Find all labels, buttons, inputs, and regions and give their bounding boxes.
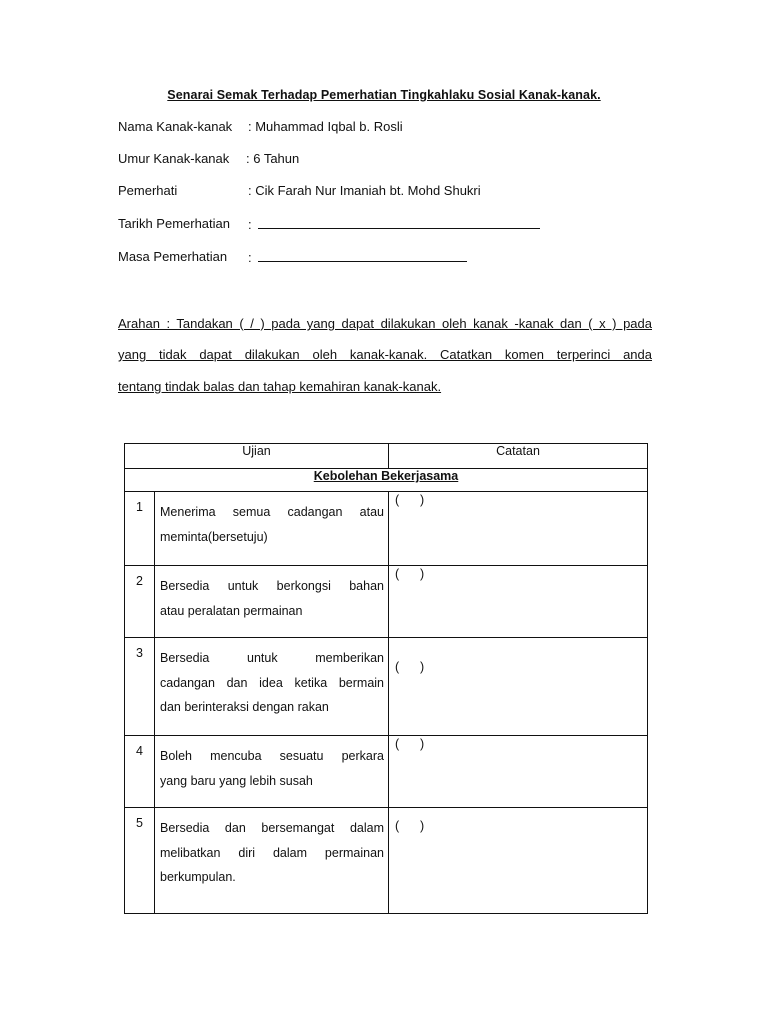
table-row (125, 808, 648, 914)
item-text-cont: cadangan dan idea ketika bermain (160, 675, 384, 690)
checklist-table (124, 443, 648, 914)
field-nama-label: Nama Kanak-kanak (118, 119, 233, 134)
field-umur-label: Umur Kanak-kanak (118, 151, 230, 166)
field-pemerhati (118, 183, 481, 198)
item-text: Bersedia dan bersemangat dalam (160, 821, 384, 835)
section-row (125, 469, 648, 492)
item-text-cont: yang baru yang lebih susah (160, 773, 313, 788)
item-text: Bersedia untuk memberikan (160, 651, 384, 665)
item-text-cont: berkumpulan. (160, 870, 236, 884)
mark-box[interactable]: ( ) (395, 493, 425, 507)
field-pemerhati-value: : Cik Farah Nur Imaniah bt. Mohd Shukri (248, 183, 481, 198)
field-pemerhati-label: Pemerhati (118, 183, 178, 198)
item-number: 4 (125, 736, 155, 808)
field-masa-blank[interactable] (258, 249, 467, 262)
item-text: Menerima semua cadangan atau (160, 505, 384, 519)
field-masa-label: Masa Pemerhatian (118, 249, 228, 264)
field-tarikh (118, 216, 252, 232)
section-title: Kebolehan Bekerjasama (313, 469, 459, 483)
field-nama-value: : Muhammad Iqbal b. Rosli (248, 119, 403, 134)
field-umur-value: : 6 Tahun (246, 151, 300, 166)
instructions-line-2: yang tidak dapat dilakukan oleh kanak-kanak. Catatkan komen terperinci anda (118, 347, 652, 362)
item-text-cont: melibatkan diri dalam permainan (160, 845, 384, 860)
item-number: 3 (125, 638, 155, 736)
item-text: Bersedia untuk berkongsi bahan (160, 579, 384, 593)
header-catatan: Catatan (389, 444, 648, 469)
field-masa-colon: : (248, 250, 252, 265)
field-tarikh-colon: : (248, 217, 252, 232)
mark-box[interactable]: ( ) (395, 660, 425, 674)
mark-box[interactable]: ( ) (395, 819, 425, 833)
item-text-cont: dan berinteraksi dengan rakan (160, 700, 329, 714)
table-header-row (125, 444, 648, 469)
table-row (125, 492, 648, 566)
table-row (125, 566, 648, 638)
field-tarikh-blank[interactable] (258, 216, 540, 229)
item-number: 5 (125, 808, 155, 914)
instructions-line-1: Arahan : Tandakan ( / ) pada yang dapat dilakukan oleh kanak -kanak dan ( x ) pada (118, 316, 652, 331)
item-text: Boleh mencuba sesuatu perkara (160, 749, 384, 763)
item-text-cont: meminta(bersetuju) (160, 529, 268, 544)
header-ujian: Ujian (125, 444, 389, 469)
mark-box[interactable]: ( ) (395, 737, 425, 751)
table-row (125, 638, 648, 736)
item-number: 2 (125, 566, 155, 638)
item-text-cont: atau peralatan permainan (160, 603, 303, 618)
field-umur (118, 151, 300, 166)
field-nama (118, 119, 403, 134)
field-masa (118, 249, 252, 265)
mark-box[interactable]: ( ) (395, 567, 425, 581)
item-number: 1 (125, 492, 155, 566)
instructions-line-3: tentang tindak balas dan tahap kemahiran kanak-kanak. (118, 379, 442, 394)
field-tarikh-label: Tarikh Pemerhatian (118, 216, 230, 231)
table-row (125, 736, 648, 808)
document-title: Senarai Semak Terhadap Pemerhatian Tingkahlaku Sosial Kanak-kanak. (167, 88, 601, 102)
